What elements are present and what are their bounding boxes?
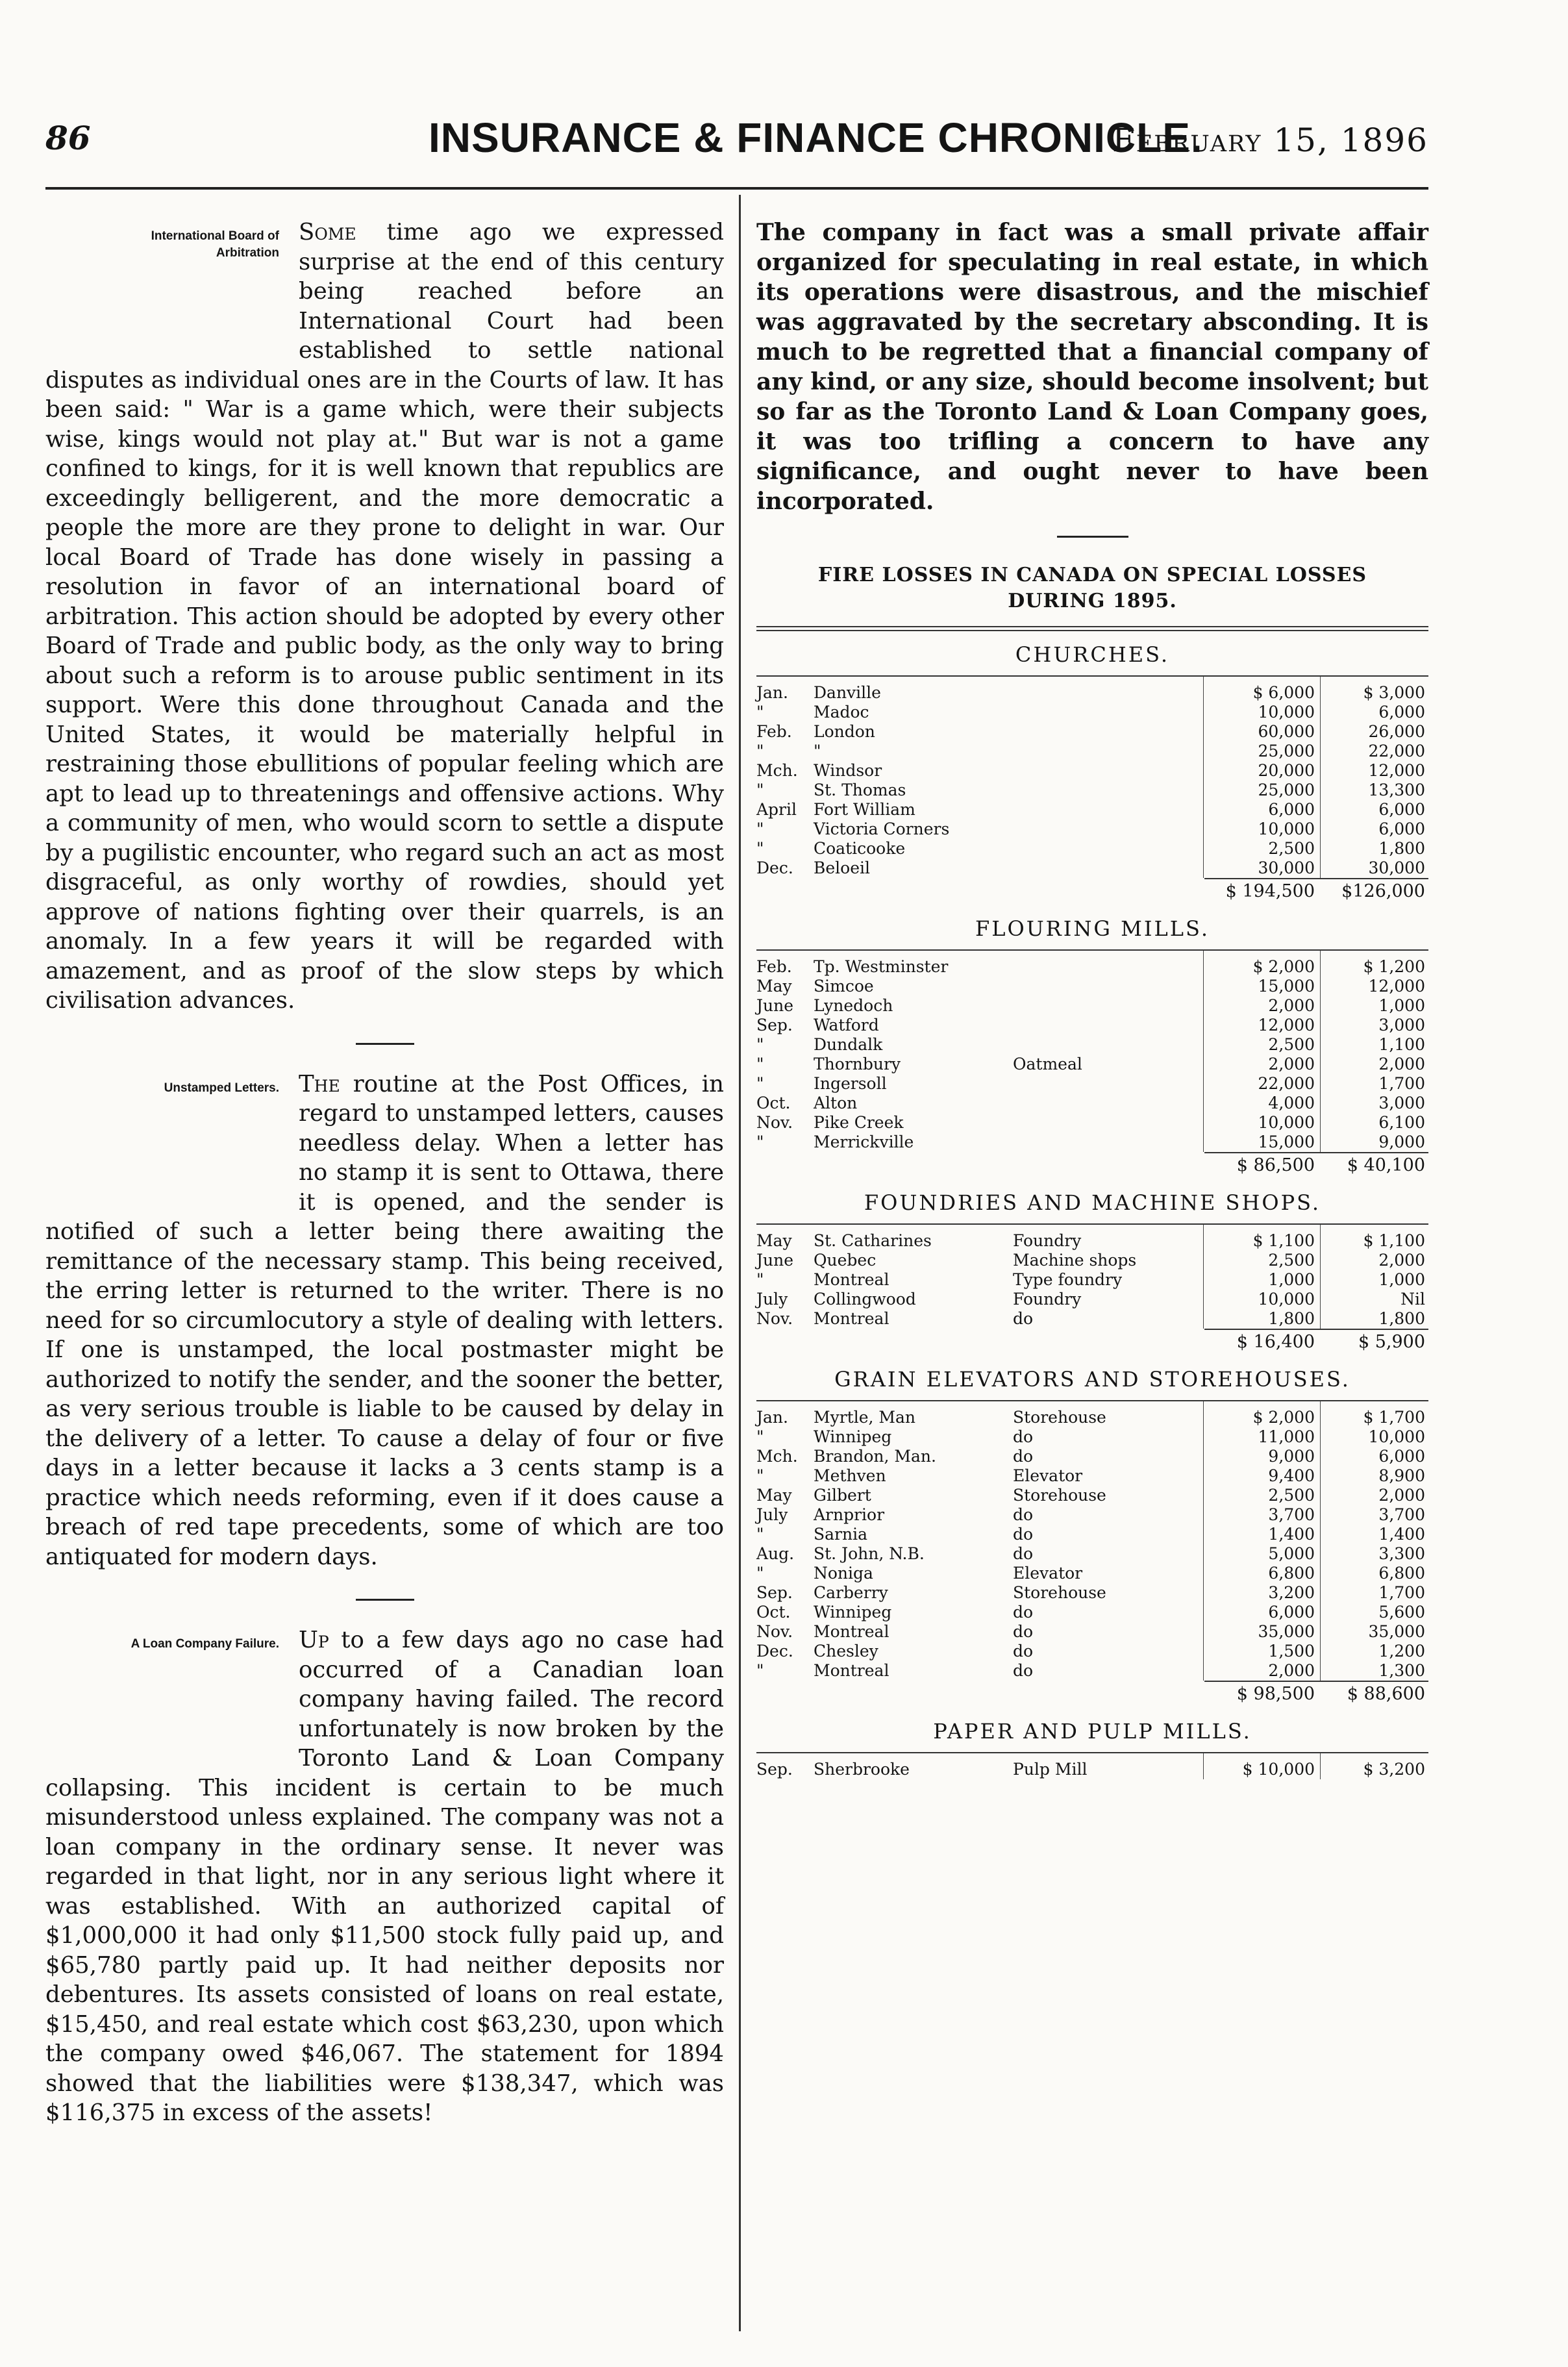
row-place: Coaticooke (814, 839, 906, 858)
row-kind: do (1013, 1427, 1034, 1446)
table-row (756, 1661, 1428, 1681)
row-kind: Foundry (1013, 1231, 1082, 1250)
row-month: June (756, 996, 794, 1015)
row-value: 15,000 (1258, 1133, 1315, 1151)
row-month: " (756, 1427, 764, 1446)
total-loss: $ 5,900 (1358, 1332, 1425, 1352)
row-month: Sep. (756, 1760, 793, 1779)
row-value: 2,500 (1268, 839, 1315, 858)
row-month: " (756, 1074, 764, 1093)
table-row (756, 761, 1428, 781)
row-loss: 1,400 (1378, 1525, 1425, 1544)
total-loss: $ 40,100 (1347, 1155, 1425, 1175)
row-place: Ingersoll (814, 1074, 887, 1093)
row-place: Pike Creek (814, 1113, 904, 1132)
row-place: Dundalk (814, 1035, 883, 1054)
table-row (756, 1603, 1428, 1622)
table-row (756, 1055, 1428, 1074)
row-loss: 6,000 (1378, 820, 1425, 838)
row-place: Montreal (814, 1309, 890, 1328)
row-place: Victoria Corners (814, 820, 950, 838)
row-loss: 12,000 (1368, 761, 1425, 780)
row-loss: 1,800 (1378, 1309, 1425, 1328)
row-place: Tp. Westminster (814, 957, 949, 976)
total-value: $ 194,500 (1225, 881, 1315, 901)
row-value: 9,000 (1268, 1447, 1315, 1466)
row-value: 2,000 (1268, 1055, 1315, 1073)
section-total (756, 878, 1428, 905)
table-row (756, 1505, 1428, 1525)
row-value: 10,000 (1258, 703, 1315, 721)
row-place: Danville (814, 683, 881, 702)
row-loss: 1,100 (1378, 1035, 1425, 1054)
row-loss: 6,800 (1378, 1564, 1425, 1583)
article-text: time ago we expressed surprise at the end of this century being reached before an International Court had been established to settle national disputes as individual ones are in the Courts of law. It has been said: " War is a game which, were their subjects wise, kings would not play at." But war is not a game confined to kings, for it is well known that republics are exceedingly belligerent, and the more democratic a people the more are they prone to delight in war. Our local Board of Trade has done wisely in passing a resolution in favor of an international board of arbitration. This action should be adopted by every other Board of Trade and public body, as the only way to bring about such a reform is to arouse public sentiment in its support. Were this done throughout Canada and the United States, it would be materially helpful in restraining those ebullitions of popular feeling which are apt to lead up to threatenings and offensive actions. Why a community of men, who would scorn to settle a dispute by a pugilistic encounter, who regard such an act as most disgraceful, as only worthy of rowdies, should yet approve of nations fighting over their quarrels, is an anomaly. In a few years it will be regarded with amazement, and as proof of the slow steps by which civilisation advances. (45, 219, 724, 1014)
row-loss: 2,000 (1378, 1251, 1425, 1270)
row-value: $ 2,000 (1252, 1408, 1315, 1427)
row-value: 1,500 (1268, 1642, 1315, 1660)
table-title-line-2: DURING 1895. (1008, 590, 1177, 612)
table-row (756, 1074, 1428, 1094)
article-divider (1057, 536, 1128, 538)
row-place: Merrickville (814, 1133, 914, 1151)
row-month: Dec. (756, 858, 793, 877)
row-value: 1,000 (1268, 1270, 1315, 1289)
article-arbitration (45, 218, 724, 1016)
right-column (756, 218, 1428, 1779)
table-section (756, 914, 1428, 1179)
row-place: Montreal (814, 1661, 890, 1680)
row-loss: 2,000 (1378, 1486, 1425, 1505)
row-loss: 1,300 (1378, 1661, 1425, 1680)
row-value: 10,000 (1258, 1113, 1315, 1132)
total-value: $ 16,400 (1236, 1332, 1315, 1352)
row-place: Lynedoch (814, 996, 893, 1015)
row-kind: Oatmeal (1013, 1055, 1082, 1073)
row-kind: do (1013, 1603, 1034, 1622)
row-value: 6,800 (1268, 1564, 1315, 1583)
article-text: to a few days ago no case had occurred of a Canadian loan company having failed. The record unfortunately is now broken by the Toronto Land & Loan Company collapsing. This incident is certain to be much misunderstood unless explained. The company was not a loan company in the ordinary sense. It never was regarded in that light, nor in any serious light where it was established. With an authorized capital of $1,000,000 it had only $11,500 stock fully paid up, and $65,780 partly paid up. It had neither deposits nor debentures. Its assets consisted of loans on real estate, $15,450, and real estate which cost $63,230, upon which the company owed $46,067. The statement for 1894 showed that the liabilities were $138,347, which was $116,375 in excess of the assets! (45, 1627, 724, 2126)
article-lead: The (299, 1070, 340, 1097)
table-row (756, 1583, 1428, 1603)
row-month: " (756, 781, 764, 799)
row-month: Jan. (756, 1408, 788, 1427)
row-loss: 13,300 (1368, 781, 1425, 799)
row-place: St. Thomas (814, 781, 906, 799)
row-kind: Elevator (1013, 1466, 1083, 1485)
table-row (756, 839, 1428, 858)
row-loss: 3,300 (1378, 1544, 1425, 1563)
table-row (756, 1486, 1428, 1505)
row-value: 25,000 (1258, 742, 1315, 760)
table-row (756, 1622, 1428, 1642)
row-place: Sherbrooke (814, 1760, 910, 1779)
row-month: May (756, 1231, 792, 1250)
row-month: " (756, 1661, 764, 1680)
row-place: Collingwood (814, 1290, 916, 1309)
row-loss: 26,000 (1368, 722, 1425, 741)
article-lead: Some (299, 219, 356, 245)
row-value: 4,000 (1268, 1094, 1315, 1112)
section-rows (756, 677, 1428, 878)
row-loss: 9,000 (1378, 1133, 1425, 1151)
row-kind: Elevator (1013, 1564, 1083, 1583)
row-month: May (756, 977, 792, 996)
row-month: Dec. (756, 1642, 793, 1660)
table-row (756, 800, 1428, 820)
table-row (756, 1466, 1428, 1486)
row-place: Noniga (814, 1564, 873, 1583)
row-value: $ 6,000 (1252, 683, 1315, 702)
table-row (756, 1760, 1428, 1779)
row-month: " (756, 1564, 764, 1583)
row-value: 2,500 (1268, 1035, 1315, 1054)
total-loss: $ 88,600 (1347, 1684, 1425, 1704)
row-value: 12,000 (1258, 1016, 1315, 1034)
row-loss: 2,000 (1378, 1055, 1425, 1073)
row-month: June (756, 1251, 794, 1270)
row-place: Myrtle, Man (814, 1408, 916, 1427)
row-kind: Machine shops (1013, 1251, 1137, 1270)
table-row (756, 703, 1428, 722)
left-column (45, 218, 724, 2128)
row-value: $ 1,100 (1252, 1231, 1315, 1250)
row-place: " (814, 742, 821, 760)
row-loss: $ 3,000 (1363, 683, 1425, 702)
section-total (756, 1681, 1428, 1708)
row-place: Beloeil (814, 858, 870, 877)
row-value: 2,000 (1268, 1661, 1315, 1680)
row-value: 11,000 (1258, 1427, 1315, 1446)
row-place: Montreal (814, 1622, 890, 1641)
table-section (756, 1365, 1428, 1708)
table-row (756, 957, 1428, 977)
row-kind: do (1013, 1544, 1034, 1563)
row-value: $ 10,000 (1242, 1760, 1315, 1779)
table-row (756, 1525, 1428, 1544)
row-place: Chesley (814, 1642, 878, 1660)
row-loss: $ 1,200 (1363, 957, 1425, 976)
row-month: Aug. (756, 1544, 795, 1563)
column-divider (739, 195, 741, 2331)
row-loss: 6,000 (1378, 1447, 1425, 1466)
row-loss: 6,000 (1378, 703, 1425, 721)
row-place: Watford (814, 1016, 879, 1034)
article-loan-company (45, 1625, 724, 2128)
row-value: 3,700 (1268, 1505, 1315, 1524)
article-text: routine at the Post Offices, in regard to unstamped letters, causes needless delay. When a letter has no stamp it is sent to Ottawa, there it is opened, and the sender is notified of such a letter being there awaiting the remittance of the necessary stamp. This being received, the erring letter is returned to the writer. There is no need for so circumlocutory a style of dealing with letters. If one is unstamped, the local postmaster might be authorized to notify the sender, and the sooner the better, as very serious trouble is liable to be caused by delay in the delivery of a letter. To cause a delay of four or five days in a letter because it lacks a 3 cents stamp is a practice which needs reforming, even if it does cause a breach of red tape precedents, some of which are too antiquated for modern days. (45, 1070, 724, 1570)
table-row (756, 977, 1428, 996)
row-place: Montreal (814, 1270, 890, 1289)
row-month: Nov. (756, 1113, 793, 1132)
section-total (756, 1152, 1428, 1179)
row-place: Simcoe (814, 977, 874, 996)
row-loss: 8,900 (1378, 1466, 1425, 1485)
row-loss: $ 1,100 (1363, 1231, 1425, 1250)
row-loss: 3,000 (1378, 1094, 1425, 1112)
row-value: 6,000 (1268, 800, 1315, 819)
row-kind: do (1013, 1309, 1034, 1328)
row-month: Sep. (756, 1016, 793, 1034)
row-month: " (756, 1270, 764, 1289)
row-place: Sarnia (814, 1525, 867, 1544)
row-kind: do (1013, 1525, 1034, 1544)
table-row (756, 1270, 1428, 1290)
row-kind: Pulp Mill (1013, 1760, 1088, 1779)
row-loss: 1,700 (1378, 1074, 1425, 1093)
row-month: Oct. (756, 1603, 791, 1622)
row-loss: 30,000 (1368, 858, 1425, 877)
table-row (756, 1094, 1428, 1113)
section-title: GRAIN ELEVATORS AND STOREHOUSES. (834, 1367, 1350, 1392)
table-row (756, 683, 1428, 703)
row-place: Methven (814, 1466, 886, 1485)
row-place: Arnprior (814, 1505, 885, 1524)
table-row (756, 996, 1428, 1016)
table-section (756, 1188, 1428, 1356)
row-month: Nov. (756, 1309, 793, 1328)
row-place: Winnipeg (814, 1427, 892, 1446)
row-value: 9,400 (1268, 1466, 1315, 1485)
masthead: INSURANCE & FINANCE CHRONICLE. (429, 114, 1203, 161)
section-rows (756, 1753, 1428, 1779)
row-month: " (756, 820, 764, 838)
row-value: 2,500 (1268, 1486, 1315, 1505)
row-place: Brandon, Man. (814, 1447, 936, 1466)
row-loss: 1,700 (1378, 1583, 1425, 1602)
table-row (756, 1251, 1428, 1270)
row-kind: Storehouse (1013, 1583, 1106, 1602)
row-value: 25,000 (1258, 781, 1315, 799)
row-place: Alton (814, 1094, 858, 1112)
table-section (756, 1717, 1428, 1779)
table-title (756, 562, 1428, 614)
row-loss: 5,600 (1378, 1603, 1425, 1622)
row-value: 15,000 (1258, 977, 1315, 996)
header-rule (45, 187, 1428, 190)
total-value: $ 86,500 (1236, 1155, 1315, 1175)
row-month: Mch. (756, 761, 798, 780)
row-value: 60,000 (1258, 722, 1315, 741)
table-rule (756, 630, 1428, 631)
row-value: 5,000 (1268, 1544, 1315, 1563)
row-month: " (756, 1133, 764, 1151)
section-total (756, 1329, 1428, 1356)
row-month: " (756, 839, 764, 858)
row-month: " (756, 742, 764, 760)
table-title-line-1: FIRE LOSSES IN CANADA ON SPECIAL LOSSES (817, 564, 1367, 586)
row-place: Gilbert (814, 1486, 871, 1505)
table-row (756, 781, 1428, 800)
row-kind: Type foundry (1013, 1270, 1123, 1289)
row-month: Feb. (756, 722, 792, 741)
article-lead: Up (299, 1627, 329, 1653)
table-row (756, 820, 1428, 839)
side-heading: Unstamped Letters. (164, 1081, 279, 1095)
row-value: 3,200 (1268, 1583, 1315, 1602)
table-row (756, 722, 1428, 742)
table-row (756, 1016, 1428, 1035)
row-month: Nov. (756, 1622, 793, 1641)
side-heading: International Board of Arbitration (151, 229, 279, 260)
row-loss: 1,000 (1378, 1270, 1425, 1289)
table-section (756, 640, 1428, 905)
row-loss: 10,000 (1368, 1427, 1425, 1446)
row-value: 10,000 (1258, 1290, 1315, 1309)
table-row (756, 1133, 1428, 1152)
row-value: 35,000 (1258, 1622, 1315, 1641)
table-row (756, 1309, 1428, 1329)
row-loss: 6,100 (1378, 1113, 1425, 1132)
table-row (756, 1564, 1428, 1583)
section-title: CHURCHES. (1015, 642, 1170, 667)
page-header (45, 114, 1428, 172)
table-row (756, 858, 1428, 878)
section-title: FLOURING MILLS. (975, 916, 1210, 941)
section-title: PAPER AND PULP MILLS. (933, 1719, 1252, 1744)
article-divider (356, 1043, 414, 1045)
row-kind: Storehouse (1013, 1408, 1106, 1427)
section-title: FOUNDRIES AND MACHINE SHOPS. (864, 1190, 1321, 1215)
fire-loss-table (756, 640, 1428, 1779)
row-kind: do (1013, 1622, 1034, 1641)
row-loss: Nil (1400, 1290, 1425, 1309)
row-kind: do (1013, 1447, 1034, 1466)
row-loss: 6,000 (1378, 800, 1425, 819)
row-month: May (756, 1486, 792, 1505)
row-month: Feb. (756, 957, 792, 976)
row-loss: 3,700 (1378, 1505, 1425, 1524)
issue-date: February 15, 1896 (1112, 121, 1428, 159)
row-month: April (756, 800, 797, 819)
row-value: 22,000 (1258, 1074, 1315, 1093)
row-month: " (756, 703, 764, 721)
row-loss: $ 3,200 (1363, 1760, 1425, 1779)
table-row (756, 1642, 1428, 1661)
row-value: 6,000 (1268, 1603, 1315, 1622)
table-rule (756, 626, 1428, 627)
table-row (756, 1290, 1428, 1309)
row-loss: 1,000 (1378, 996, 1425, 1015)
row-kind: do (1013, 1642, 1034, 1660)
table-row (756, 1035, 1428, 1055)
row-kind: do (1013, 1505, 1034, 1524)
total-loss: $126,000 (1341, 881, 1425, 901)
row-loss: $ 1,700 (1363, 1408, 1425, 1427)
row-month: " (756, 1055, 764, 1073)
article-unstamped-letters (45, 1070, 724, 1572)
row-month: July (756, 1290, 788, 1309)
row-loss: 35,000 (1368, 1622, 1425, 1641)
row-month: Oct. (756, 1094, 791, 1112)
section-rows (756, 951, 1428, 1152)
row-value: 1,800 (1268, 1309, 1315, 1328)
table-row (756, 1113, 1428, 1133)
table-row (756, 1544, 1428, 1564)
row-month: Jan. (756, 683, 788, 702)
row-value: 1,400 (1268, 1525, 1315, 1544)
row-value: 10,000 (1258, 820, 1315, 838)
row-kind: Storehouse (1013, 1486, 1106, 1505)
row-value: $ 2,000 (1252, 957, 1315, 976)
page-number: 86 (45, 119, 91, 157)
row-value: 2,500 (1268, 1251, 1315, 1270)
row-month: July (756, 1505, 788, 1524)
row-place: Quebec (814, 1251, 877, 1270)
row-place: St. John, N.B. (814, 1544, 925, 1563)
side-heading: A Loan Company Failure. (131, 1637, 279, 1651)
table-row (756, 1447, 1428, 1466)
row-loss: 1,800 (1378, 839, 1425, 858)
total-value: $ 98,500 (1236, 1684, 1315, 1704)
row-place: Madoc (814, 703, 869, 721)
row-kind: do (1013, 1661, 1034, 1680)
row-kind: Foundry (1013, 1290, 1082, 1309)
row-value: 30,000 (1258, 858, 1315, 877)
row-place: Carberry (814, 1583, 888, 1602)
row-place: London (814, 722, 875, 741)
row-place: Winnipeg (814, 1603, 892, 1622)
table-row (756, 1427, 1428, 1447)
table-row (756, 1231, 1428, 1251)
row-month: " (756, 1525, 764, 1544)
row-place: Fort William (814, 800, 915, 819)
row-place: St. Catharines (814, 1231, 932, 1250)
row-month: Mch. (756, 1447, 798, 1466)
row-loss: 12,000 (1368, 977, 1425, 996)
row-month: " (756, 1466, 764, 1485)
row-loss: 22,000 (1368, 742, 1425, 760)
row-month: Sep. (756, 1583, 793, 1602)
table-row (756, 742, 1428, 761)
row-place: Thornbury (814, 1055, 901, 1073)
row-value: 2,000 (1268, 996, 1315, 1015)
table-row (756, 1408, 1428, 1427)
row-place: Windsor (814, 761, 882, 780)
article-continuation: The company in fact was a small private affair organized for speculating in real estate, in which its operations were disastrous, and the mischief was aggravated by the secretary absconding. It is much to be regretted that a financial company of any kind, or any size, should become insolvent; but so far as the Toronto Land & Loan Company goes, it was too trifling a concern to have any significance, and ought never to have been incorporated. (756, 219, 1428, 515)
row-loss: 1,200 (1378, 1642, 1425, 1660)
section-rows (756, 1401, 1428, 1681)
section-rows (756, 1225, 1428, 1329)
row-value: 20,000 (1258, 761, 1315, 780)
row-month: " (756, 1035, 764, 1054)
article-divider (356, 1599, 414, 1601)
row-loss: 3,000 (1378, 1016, 1425, 1034)
